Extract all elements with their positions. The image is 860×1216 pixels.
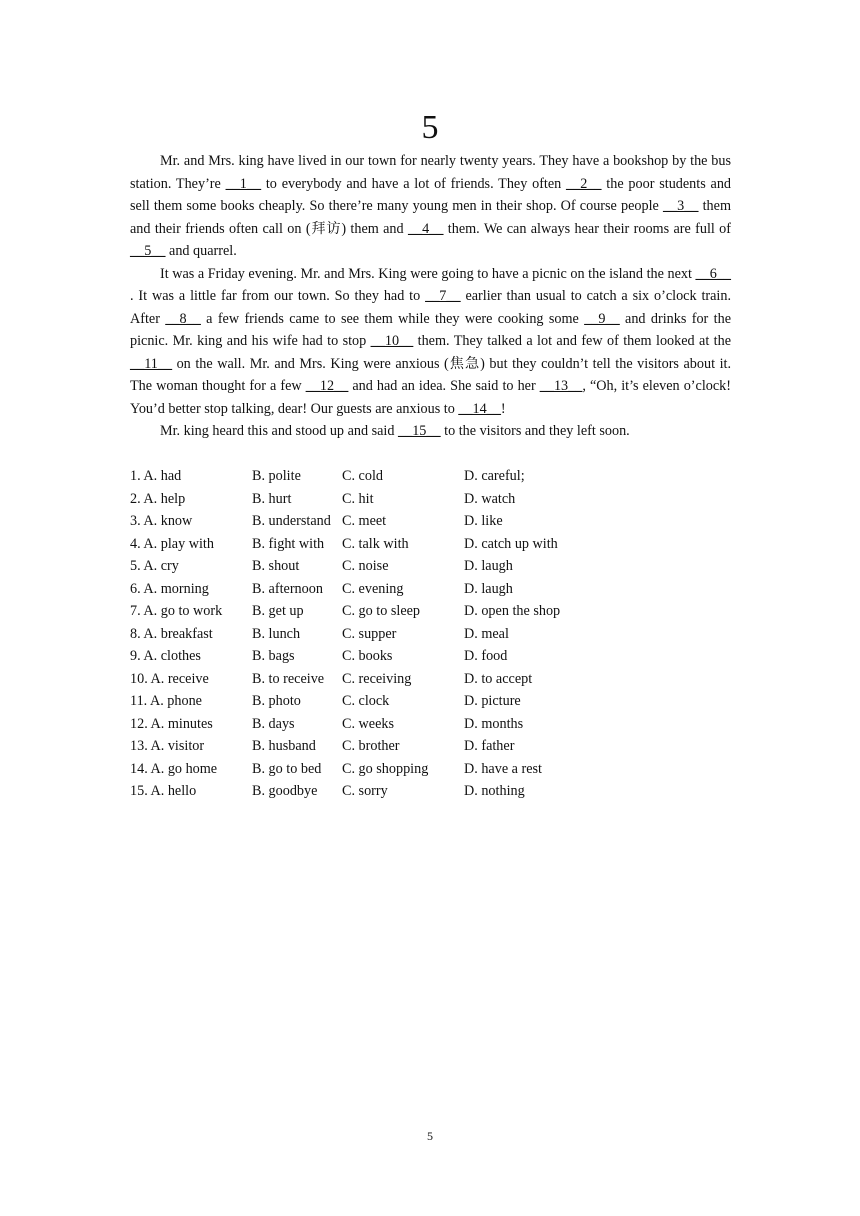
question-row (130, 713, 594, 736)
option-a: 15. A. hello (130, 783, 197, 799)
option-c: C. brother (342, 738, 400, 754)
paragraph-3 (130, 420, 731, 443)
option-b: B. get up (252, 603, 304, 619)
option-a: 8. A. breakfast (130, 625, 213, 642)
option-c: C. weeks (342, 715, 395, 732)
passage-text: Mr. and Mrs. king have lived in our town for nearly twenty years. They have a bookshop by the bus station. They’re (130, 153, 731, 192)
option-d: D. laugh (464, 580, 513, 597)
option-d: D. food (464, 648, 508, 664)
option-d: D. meal (464, 625, 509, 642)
option-b: B. fight with (252, 535, 325, 552)
option-a: 5. A. cry (130, 558, 179, 574)
question-row (130, 690, 594, 713)
answer-options (130, 465, 594, 803)
question-row (130, 465, 594, 488)
option-b: B. days (252, 715, 295, 732)
option-d: D. nothing (464, 783, 525, 799)
option-a: 3. A. know (130, 513, 193, 529)
passage-text: ! (500, 400, 506, 417)
passage-text: the poor students and sell them some books cheaply. So there’re many young men in their shop. Of course people (130, 175, 732, 214)
blank-1: __1__ (225, 175, 262, 192)
option-d: D. open the shop (464, 603, 561, 619)
option-a: 12. A. minutes (130, 715, 213, 732)
option-a: 7. A. go to work (130, 603, 223, 619)
blank-10: __10__ (370, 333, 414, 349)
passage-text: It was a Friday evening. Mr. and Mrs. King were going to have a picnic on the island the next (160, 265, 696, 282)
option-c: C. noise (342, 558, 389, 574)
question-row (130, 623, 594, 646)
passage-text: and quarrel. (165, 243, 237, 259)
question-row (130, 533, 594, 556)
option-a: 4. A. play with (130, 535, 214, 552)
question-row (130, 578, 594, 601)
question-row (130, 510, 594, 533)
question-row (130, 758, 594, 781)
passage-text: to the visitors and they left soon. (440, 423, 630, 439)
option-d: D. like (464, 513, 503, 529)
option-c: C. talk with (342, 535, 409, 552)
question-row (130, 735, 594, 758)
passage-text: and had an idea. She said to her (348, 378, 540, 394)
option-d: D. catch up with (464, 535, 558, 552)
option-d: D. to accept (464, 670, 533, 687)
paragraph-2 (130, 263, 731, 421)
option-b: B. husband (252, 738, 316, 754)
option-c: C. go to sleep (342, 603, 421, 619)
passage-text: them and their friends often call on (拜访) them and (130, 198, 731, 237)
option-c: C. receiving (342, 670, 412, 687)
blank-3: __3__ (662, 198, 699, 214)
option-c: C. go shopping (342, 760, 429, 777)
passage-text: , “Oh, it’s eleven o’clock! You’d better stop talking, dear! Our guests are anxious to (130, 378, 731, 417)
option-a: 6. A. morning (130, 580, 209, 597)
option-d: D. careful; (464, 468, 525, 484)
blank-13: __13__ (539, 378, 583, 394)
question-row (130, 600, 594, 623)
blank-2: __2__ (566, 175, 602, 192)
option-b: B. understand (252, 513, 331, 529)
option-b: B. to receive (252, 670, 325, 687)
option-c: C. books (342, 648, 393, 664)
passage-text: them. They talked a lot and few of them looked at the (413, 333, 732, 349)
option-a: 14. A. go home (130, 760, 218, 777)
option-a: 1. A. had (130, 468, 182, 484)
option-c: C. supper (342, 625, 397, 642)
option-d: D. watch (464, 490, 516, 507)
cloze-passage (130, 150, 731, 443)
question-row (130, 668, 594, 691)
option-a: 10. A. receive (130, 670, 209, 687)
blank-15: __15__ (398, 423, 441, 439)
option-a: 13. A. visitor (130, 738, 205, 754)
option-c: C. meet (342, 513, 387, 529)
option-b: B. hurt (252, 490, 292, 507)
option-a: 11. A. phone (130, 693, 202, 709)
option-a: 9. A. clothes (130, 648, 201, 664)
option-b: B. shout (252, 558, 300, 574)
option-b: B. polite (252, 468, 301, 484)
passage-text: on the wall. Mr. and Mrs. King were anxious (焦急) but they couldn’t tell the visitors about it. The woman thought for a few (130, 355, 731, 394)
passage-text: Mr. king heard this and stood up and said (160, 423, 399, 439)
question-row (130, 488, 594, 511)
passage-text: a few friends came to see them while they were cooking some (200, 310, 585, 327)
option-c: C. sorry (342, 783, 388, 799)
option-b: B. bags (252, 648, 295, 664)
passage-text: them. We can always hear their rooms are full of (443, 220, 732, 237)
blank-7: __7__ (425, 288, 461, 304)
blank-6: __6__ (695, 265, 731, 282)
option-a: 2. A. help (130, 490, 186, 507)
option-d: D. months (464, 715, 524, 732)
blank-12: __12__ (305, 378, 349, 394)
option-d: D. have a rest (464, 760, 542, 777)
option-c: C. evening (342, 580, 404, 597)
blank-5: __5__ (130, 243, 166, 259)
blank-14: __14__ (458, 400, 501, 417)
option-b: B. go to bed (252, 760, 322, 777)
option-b: B. goodbye (252, 783, 318, 799)
option-c: C. cold (342, 468, 383, 484)
question-row (130, 645, 594, 668)
option-b: B. lunch (252, 625, 301, 642)
option-d: D. laugh (464, 558, 513, 574)
page-title: 5 (421, 109, 439, 146)
option-d: D. picture (464, 693, 521, 709)
passage-text: to everybody and have a lot of friends. They often (261, 175, 567, 192)
passage-text: . It was a little far from our town. So they had to (130, 288, 426, 304)
paragraph-1 (130, 150, 731, 263)
question-row (130, 555, 594, 578)
option-d: D. father (464, 738, 515, 754)
passage-text: earlier than usual to catch a six o’clock train. After (130, 288, 731, 327)
option-b: B. photo (252, 693, 301, 709)
option-c: C. clock (342, 693, 390, 709)
passage-text: and drinks for the picnic. Mr. king and his wife had to stop (130, 310, 731, 349)
blank-9: __9__ (584, 310, 620, 327)
option-b: B. afternoon (252, 580, 323, 597)
blank-4: __4__ (407, 220, 444, 237)
blank-11: __11__ (130, 355, 173, 372)
blank-8: __8__ (165, 310, 201, 327)
page-number: 5 (427, 1129, 433, 1143)
question-row (130, 780, 594, 803)
option-c: C. hit (342, 490, 374, 507)
